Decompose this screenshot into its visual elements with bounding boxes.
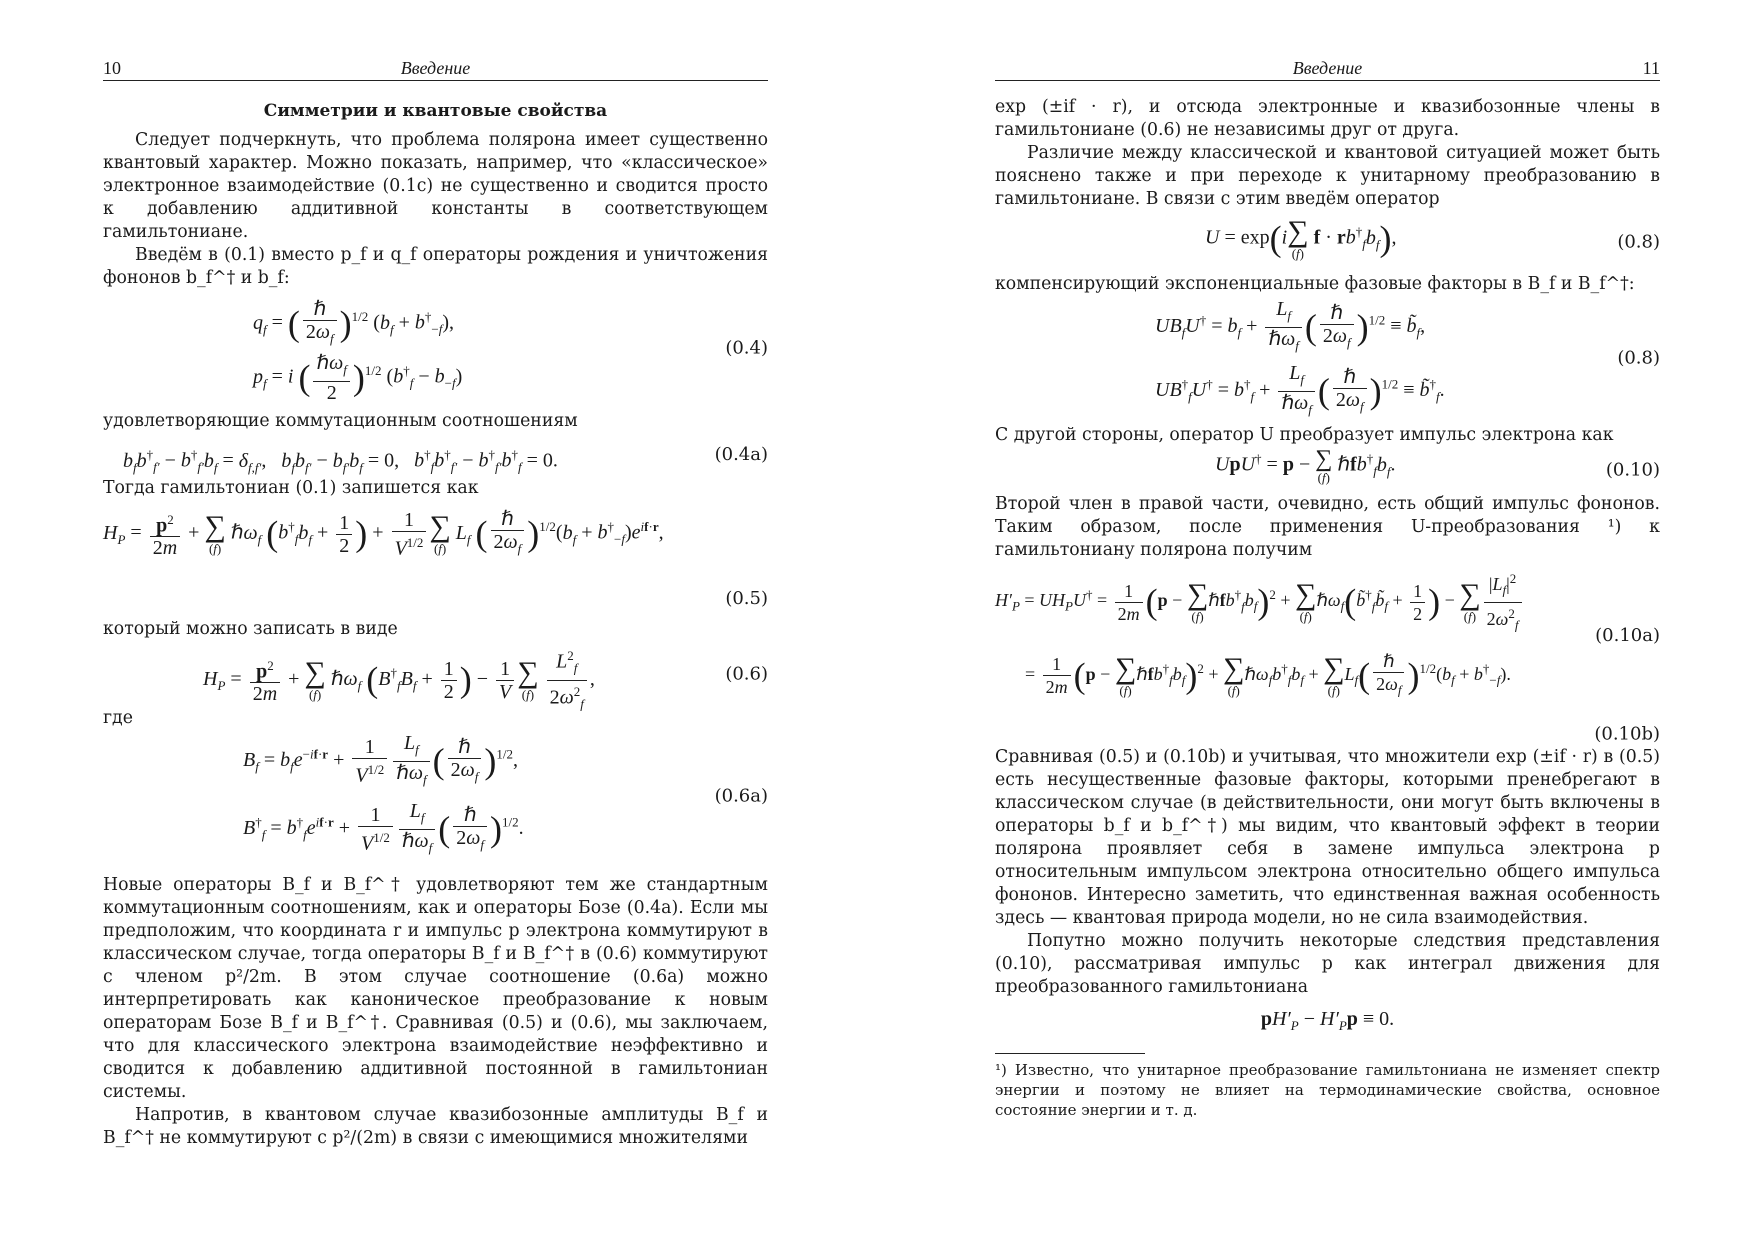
paragraph: Попутно можно получить некоторые следствия представления (0.10), рассматривая импульс p как интеграл движения для преобразованного гамильтониана <box>995 931 1660 997</box>
left-page <box>103 0 768 1241</box>
footnote: ¹) Известно, что унитарное преобразование гамильтониана не изменяет спектр энергии и поэтому не влияет на термодинамические свойства, основное состояние энергии и т. д. <box>995 1061 1660 1119</box>
paragraph: Введём в (0.1) вместо p_f и q_f операторы рождения и уничтожения фононов b_f^† и b_f: <box>103 245 768 288</box>
equation-label: (0.10b) <box>1594 723 1660 745</box>
paragraph: компенсирующий экспоненциальные фазовые факторы в B_f и B_f^†: <box>995 274 1635 294</box>
equation-0-6a: $B_f = b_fe^{-if\cdot r}$ + $\frac{1}{V^{1/2}}$ $\frac{L_f}{\hbar\omega_f}$ ( $\frac{\text{ℏ}}{2\omega_f}$ )$^{1/2}$, $B^\dagger_f = b^\dagger_fe^{if\cdot r}$ + $\frac{1}{V^{1/2}}$ $\frac{L_f}{\hbar\omega_f}$ ( $\frac{\text{ℏ}}{2\omega_f}$ )$^{1/2}$. (0.6а) <box>243 732 768 855</box>
equation-label: (0.8) <box>1617 231 1660 253</box>
paragraph: Напротив, в квантовом случае квазибозонные амплитуды B_f и B_f^† не коммутируют с p²/(2m) в связи с имеющимися множителями <box>103 1105 768 1148</box>
right-body <box>995 96 1660 1120</box>
equation-0-5: $H_P$ = $\frac{p^2}{2m}$ + ∑ (f) ℏω$_f$ ($b^\dagger_fb_f$ + $\frac{1}{2}$ ) + $\frac{1}{V^{1/2}}$ ∑ (f) $L_f$ ( $\frac{\text{ℏ}}{2\omega_f}$ )$^{1/2}(b_f + b^\dagger_{-f})e^{if\cdot r}$, (0.5) <box>103 508 768 609</box>
equation-0-6: $H_P$ = $\frac{p^2}{2m}$ + ∑ (f) ℏω$_f$ ($B^\dagger_fB_f$ + $\frac{1}{2}$ ) − $\frac{1}{V}$ ∑ (f) $\frac{L^2_f}{2\omega^2_f}$ , (0.6) <box>103 641 768 707</box>
equation-0-4: $q_f$ = ( $\frac{\text{ℏ}}{2\omega_f}$ )$^{1/2}$ $(b_f + b^\dagger_{-f})$, $p_f = i$ ( $\frac{\hbar\omega_f}{2}$ )$^{1/2}$ $(b^\dagger_f - b_{-f})$ (0.4) <box>253 298 768 404</box>
right-page <box>995 0 1660 1241</box>
paragraph: Различие между классической и квантовой ситуацией может быть пояснено также и при переходе к унитарному преобразованию в гамильтониане. В связи с этим введём оператор <box>995 143 1660 209</box>
equation-0-4a: $b_fb^\dagger_{f'} - b^\dagger_{f'}b_f = \delta_{f,f'}$, $b_fb_{f'} - b_{f'}b_f = 0$, $b^\dagger_fb^\dagger_{f'} - b^\dagger_{f'}b^\dagger_f = 0$. (0.4a) <box>103 433 768 477</box>
equation-label: (0.6а) <box>714 785 768 807</box>
paragraph: который можно записать в виде <box>103 619 398 639</box>
running-header <box>995 56 1660 81</box>
equation-0-10: UpU† = p − ∑ (f) $\hbar fb^\dagger_fb_f$. (0.10) <box>1215 446 1660 486</box>
paragraph: Сравнивая (0.5) и (0.10b) и учитывая, что множители exp (±if · r) в (0.5) есть несущественные фазовые факторы, которыми пренебрегают в классическом случае (в действительности, они могут быть включены в операторы b_f и b_f^†) мы видим, что квантовый эффект в теории полярона проявляет себя в замене импульса электрона p относительным импульсом электрона относительно общего импульса фононов. Интересно заметить, что единственная важная особенность здесь — квантовая природа модели, но не сила взаимодействия. <box>995 747 1660 928</box>
equation-0-10b <box>995 722 1660 746</box>
equation-label: (0.6) <box>725 663 768 685</box>
equation-integral: $pH'_P - H'_Pp \equiv 0$. <box>1260 1008 1395 1033</box>
running-header <box>103 56 768 81</box>
paragraph: удовлетворяющие коммутационным соотношениям <box>103 411 578 431</box>
equation-label: (0.10) <box>1605 459 1660 481</box>
equation-0-8b: $UB_fU^\dagger = b_f$ + $\frac{L_f}{\hbar\omega_f}$ ( $\frac{\text{ℏ}}{2\omega_f}$ )$^{1/2} \equiv b̃_f$, $UB^\dagger_fU^\dagger = b^\dagger_f$ + $\frac{L_f}{\hbar\omega_f}$ ( $\frac{\text{ℏ}}{2\omega_f}$ )$^{1/2} \equiv b̃^\dagger_f$. (0.8) <box>1155 298 1660 417</box>
page-number: 11 <box>1642 58 1660 78</box>
section-title: Симметрии и квантовые свойства <box>263 101 608 121</box>
header-title: Введение <box>400 58 471 78</box>
equation-label: (0.5) <box>725 588 768 609</box>
paragraph: С другой стороны, оператор U преобразует импульс электрона как <box>995 425 1614 445</box>
equation-label: (0.10a) <box>1595 625 1660 646</box>
paragraph: Второй член в правой части, очевидно, есть общий импульс фононов. Таким образом, после применения U-преобразования ¹) к гамильтониану полярона получим <box>995 494 1660 560</box>
paragraph: exp (±if · r), и отсюда электронные и квазибозонные члены в гамильтониане (0.6) не независимы друг от друга. <box>995 97 1660 140</box>
header-title: Введение <box>1292 58 1363 78</box>
page-number: 10 <box>103 58 121 78</box>
equation-label: (0.8) <box>1617 347 1660 369</box>
equation-label: (0.4) <box>725 337 768 359</box>
paragraph: Следует подчеркнуть, что проблема полярона имеет существенно квантовый характер. Можно показать, например, что «классическое» электронное взаимодействие (0.1c) не существенно и сводится просто к добавлению аддитивной константы в соответствующем гамильтониане. <box>103 130 768 242</box>
left-body <box>103 96 768 1150</box>
paragraph: где <box>103 708 133 728</box>
paragraph: Новые операторы B_f и B_f^† удовлетворяют тем же стандартным коммутационным соотношениям, как и операторы Бозе (0.4a). Если мы предположим, что координата r и импульс p электрона коммутируют в классическом случае, тогда операторы B_f и B_f^† в (0.6) коммутируют с членом p²/2m. В этом случае соотношение (0.6a) можно интерпретировать как каноническое преобразование к новым операторам Бозе B_f и B_f^†. Сравнивая (0.5) и (0.6), мы заключаем, что для классического электрона взаимодействие неэффективно и сводится к добавлению аддитивной постоянной в гамильтониан системы. <box>103 875 768 1102</box>
paragraph: Тогда гамильтониан (0.1) запишется как <box>103 478 479 498</box>
equation-label: (0.4a) <box>714 444 768 465</box>
equation-0-8: U = exp(i ∑ (f) $f \cdot rb^\dagger_fb_f$), (0.8) <box>1205 215 1660 261</box>
footnote-rule <box>995 1053 1145 1054</box>
equation-0-10a: $H'_P = UH_PU^\dagger$ = $\frac{1}{2m}$ (p − ∑ (f) $\hbar fb^\dagger_fb_f)^2$ + ∑ (f) $\hbar\omega_f(b̃^\dagger_fb̃_f$ + $\frac{1}{2}$ ) − ∑ (f) $\frac{|L_f|^2}{2\omega^2_f}$ (0.10a) = $\frac{1}{2m}$ (p − ∑ (f) $\hbar fb^\dagger_fb_f)^2$ + ∑ (f) $\hbar\omega_fb^\dagger_fb_f$ + ∑ (f) $L_f$( $\frac{\text{ℏ}}{2\omega_f}$ )$^{1/2}(b_f + b^\dagger_{-f})$. <box>995 562 1660 722</box>
